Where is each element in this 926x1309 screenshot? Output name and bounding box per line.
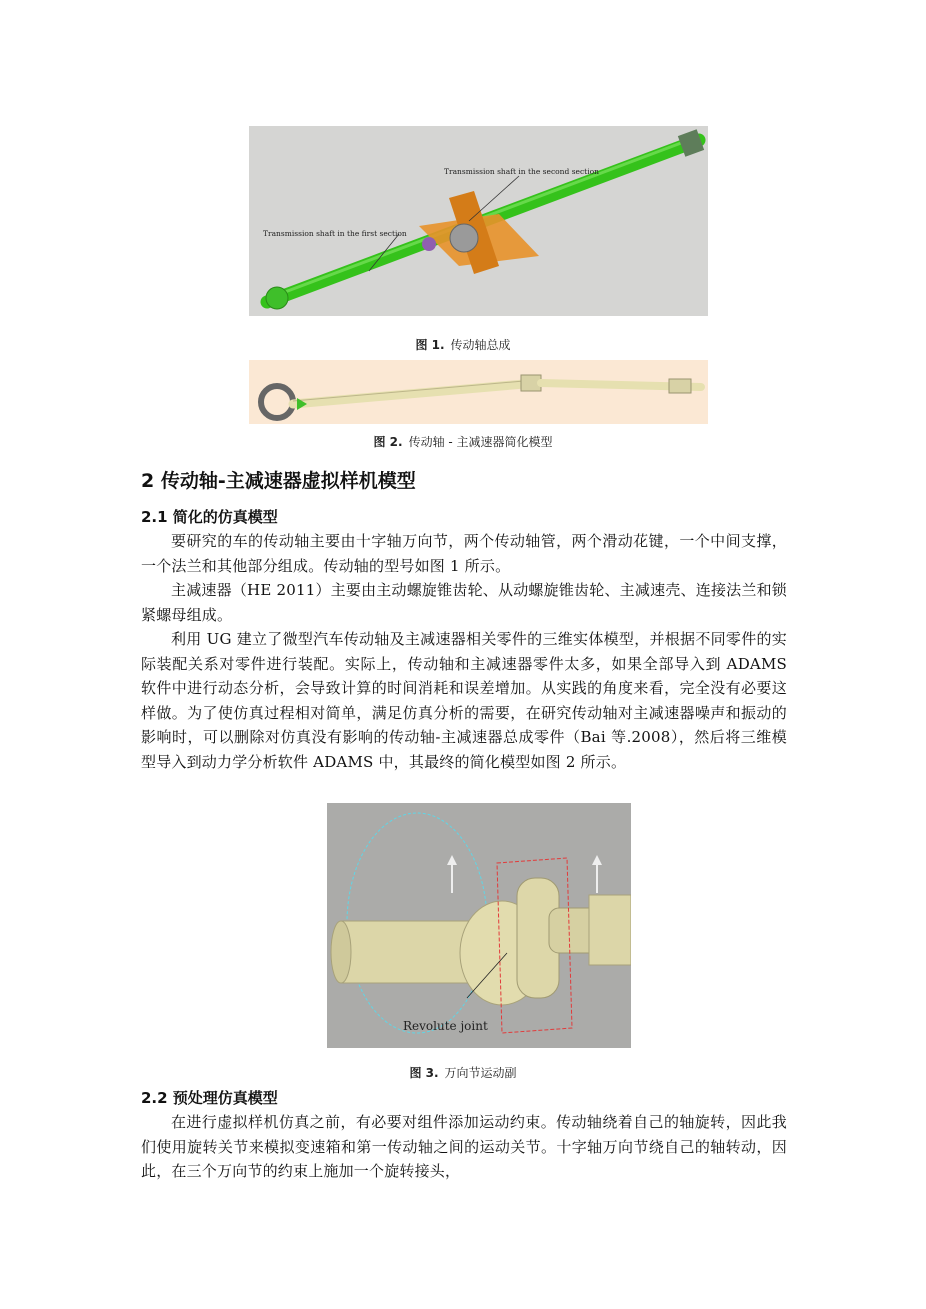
- subsection-2-1-title: 2.1 简化的仿真模型: [141, 508, 278, 526]
- figure-1-image: [249, 126, 708, 316]
- figure-3-label-revolute-joint: Revolute joint: [403, 1019, 488, 1033]
- figure-2-drawing: [249, 360, 708, 424]
- figure-3-drawing: [327, 803, 631, 1048]
- figure-3-caption-label: 图 3.: [409, 1066, 439, 1080]
- figure-1-caption-text: 传动轴总成: [450, 338, 511, 352]
- figure-1-label-first-section: Transmission shaft in the first section: [263, 229, 407, 238]
- figure-3-image: [327, 803, 631, 1048]
- figure-2-caption-text: 传动轴 - 主减速器简化模型: [408, 435, 553, 449]
- figure-3-caption-text: 万向节运动副: [444, 1066, 517, 1080]
- paragraph-2-1-a: 要研究的车的传动轴主要由十字轴万向节，两个传动轴管，两个滑动花键，一个中间支撑，一个法兰和其他部分组成。传动轴的型号如图 1 所示。: [141, 532, 787, 575]
- figure-1-drawing: [249, 126, 708, 316]
- figure-1-caption: [140, 336, 786, 353]
- subsection-2-2-title: 2.2 预处理仿真模型: [141, 1089, 278, 1107]
- paragraph-2-1-b: 主减速器（HE 2011）主要由主动螺旋锥齿轮、从动螺旋锥齿轮、主减速壳、连接法兰和锁紧螺母组成。: [141, 581, 787, 624]
- figure-2-caption-label: 图 2.: [373, 435, 403, 449]
- paragraph-2-2-a: 在进行虚拟样机仿真之前，有必要对组件添加运动约束。传动轴绕着自己的轴旋转，因此我们使用旋转关节来模拟变速箱和第一传动轴之间的运动关节。十字轴万向节绕自己的轴转动，因此，在三个万向节的约束上施加一个旋转接头，: [141, 1113, 787, 1180]
- figure-1-caption-label: 图 1.: [415, 338, 445, 352]
- paragraph-2-1-c: 利用 UG 建立了微型汽车传动轴及主减速器相关零件的三维实体模型，并根据不同零件的实际装配关系对零件进行装配。实际上，传动轴和主减速器零件太多，如果全部导入到 ADAMS 软件中进行动态分析，会导致计算的时间消耗和误差增加。从实践的角度来看，完全没有必要这样做。为了使仿真过程相对简单，满足仿真分析的需要，在研究传动轴对主减速器噪声和振动的影响时，可以删除对仿真没有影响的传动轴-主减速器总成零件（Bai 等.2008），然后将三维模型导入到动力学分析软件 ADAMS 中，其最终的简化模型如图 2 所示。: [141, 630, 787, 771]
- figure-3-caption: [140, 1064, 786, 1081]
- figure-1-label-second-section: Transmission shaft in the second section: [444, 167, 599, 176]
- figure-2-caption: [140, 433, 786, 450]
- section-title: 2 传动轴-主减速器虚拟样机模型: [141, 470, 416, 492]
- figure-2-image: [249, 360, 708, 424]
